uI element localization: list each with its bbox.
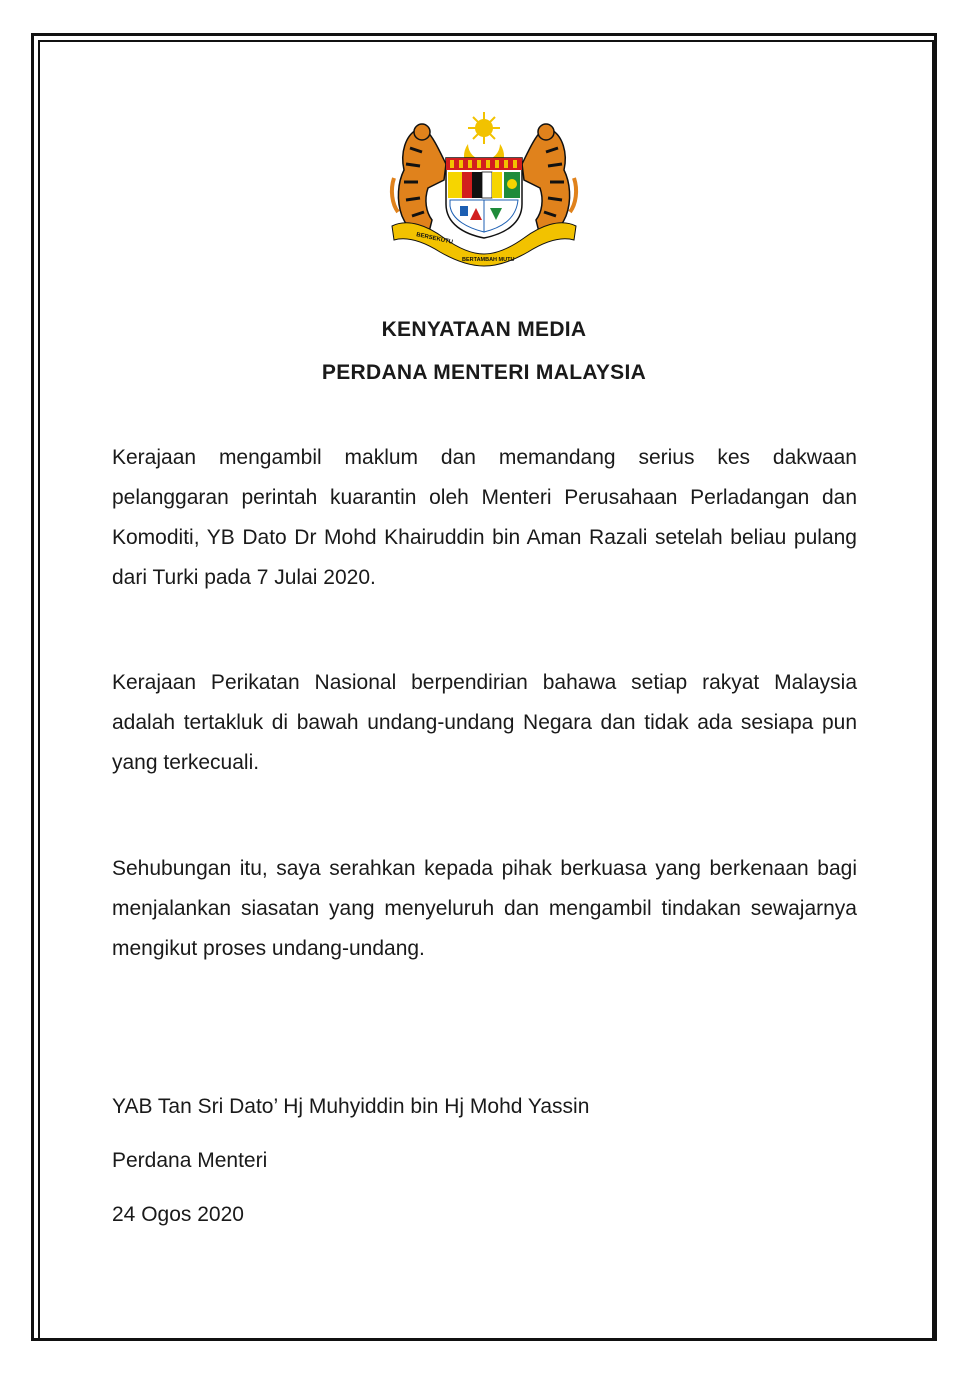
malaysia-coat-of-arms-emblem [388, 108, 580, 268]
statement-subheading: PERDANA MENTERI MALAYSIA [321, 361, 647, 384]
tiger-left-icon [392, 124, 446, 237]
signatory-name: YAB Tan Sri Dato’ Hj Muhyiddin bin Hj Mohd Yassin [112, 1095, 590, 1118]
motto-bottom-text: BERTAMBAH MUTU [462, 257, 515, 263]
paragraph-2: Kerajaan Perikatan Nasional berpendirian bahawa setiap rakyat Malaysia adalah tertakluk di bawah undang-undang Negara dan tidak ada sesiapa pun yang terkecuali. [112, 671, 857, 774]
motto-left-text: BERSEKUTU [415, 232, 454, 246]
statement-heading: KENYATAAN MEDIA [381, 318, 587, 341]
tiger-right-icon [522, 124, 576, 237]
paragraph-3: Sehubungan itu, saya serahkan kepada pihak berkuasa yang berkenaan bagi menjalankan siasatan yang menyeluruh dan mengambil tindakan sewajarnya mengikut proses undang-undang. [112, 857, 857, 960]
signatory-title: Perdana Menteri [112, 1149, 268, 1172]
shield-icon [446, 158, 522, 238]
paragraph-1: Kerajaan mengambil maklum dan memandang serius kes dakwaan pelanggaran perintah kuarantin oleh Menteri Perusahaan Perladangan dan Komoditi, YB Dato Dr Mohd Khairuddin bin Aman Razali setelah beliau pulang dari Turki pada 7 Julai 2020. [112, 446, 857, 589]
statement-date: 24 Ogos 2020 [112, 1203, 244, 1226]
